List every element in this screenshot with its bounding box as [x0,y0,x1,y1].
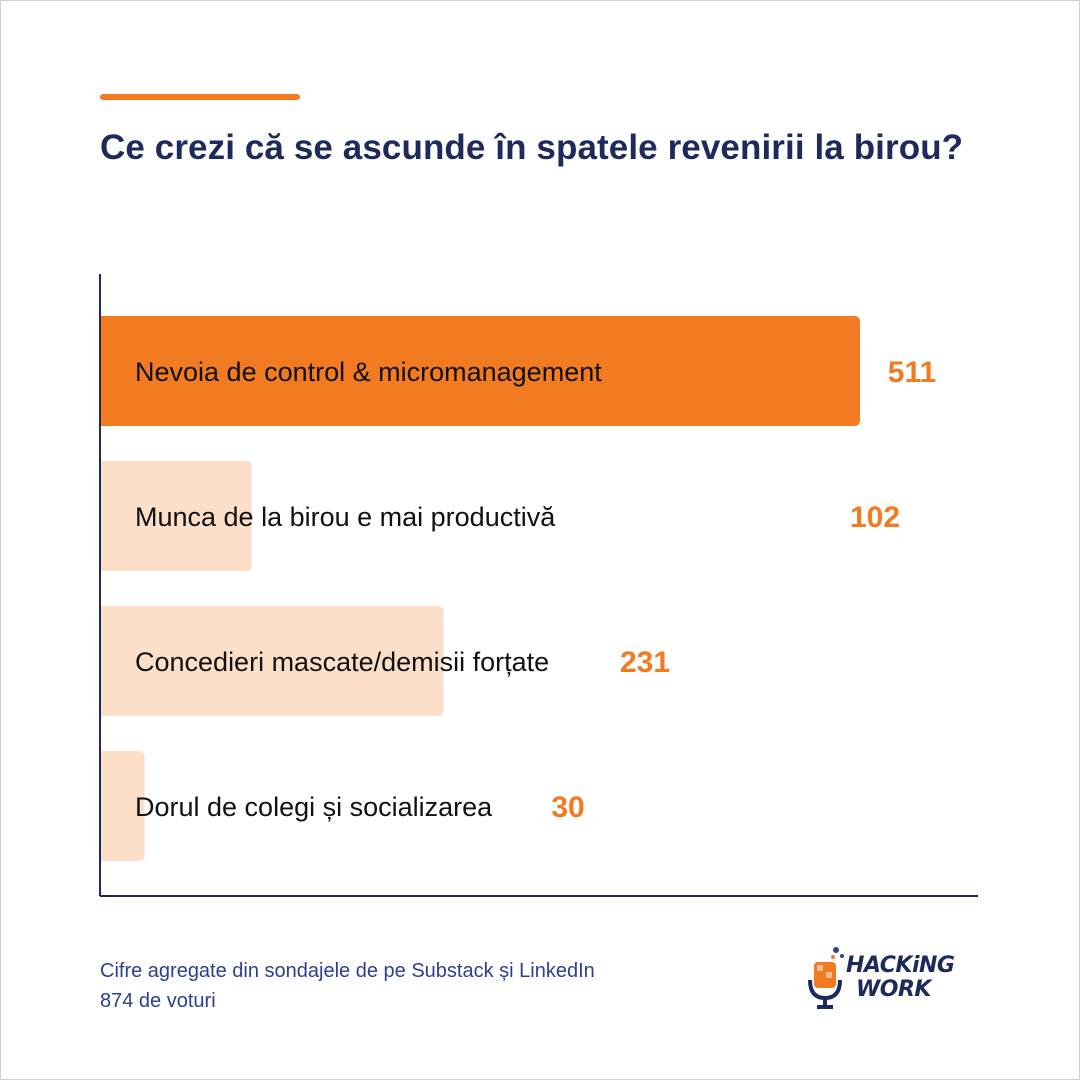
value-label-1: 511 [887,356,937,389]
logo-line1: HACKiNG [846,953,955,978]
value-label-3: 231 [619,646,671,679]
footer-votes: 874 de voturi [100,990,216,1012]
value-label-2: 102 [849,501,901,534]
chart-title: Ce crezi că se ascunde în spatele revenirii la birou? [100,128,964,167]
value-label-4: 30 [551,791,585,824]
footer-note [100,956,595,1016]
category-label-1: Nevoia de control & micromanagement [135,357,602,387]
category-label-2: Munca de la birou e mai productivă [135,502,556,532]
category-label-4: Dorul de colegi și socializarea [135,792,493,822]
footer-source: Cifre agregate din sondajele de pe Substack și LinkedIn [100,960,595,982]
logo-line2: WORK [856,977,931,1002]
category-label-3: Concedieri mascate/demisii forțate [135,647,550,677]
hacking-work-logo [806,940,982,1016]
microphone-icon [806,940,846,1016]
logo-wordmark [846,954,954,1002]
